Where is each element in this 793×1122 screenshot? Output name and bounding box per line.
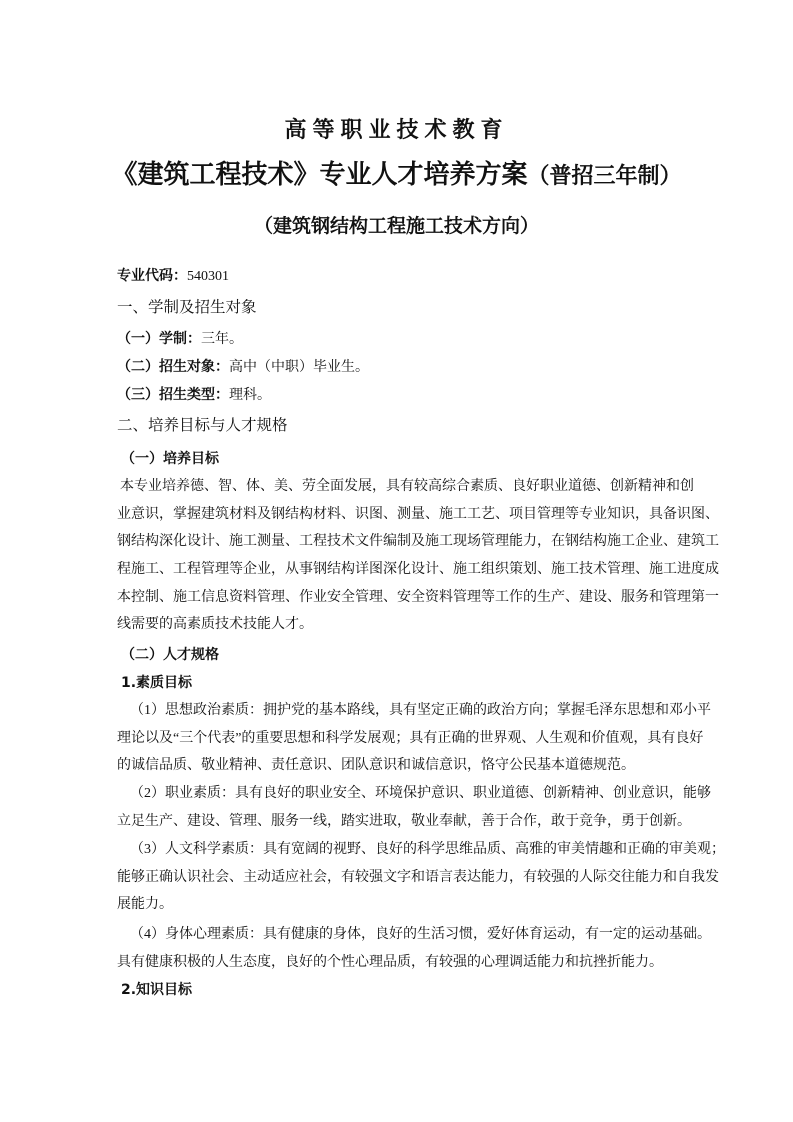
quality-paragraph-4: [117, 925, 711, 980]
paragraph-line: 业意识，掌握建筑材料及钢结构材料、识图、测量、施工工艺、项目管理等专业知识，具备识图、: [117, 506, 719, 522]
paragraph-line: 展能力。: [117, 897, 173, 913]
document-title-line1: 高等职业技术教育: [284, 118, 509, 143]
section2-heading: 二、培养目标与人才规格: [117, 416, 288, 434]
major-code: [117, 266, 229, 287]
knowledge-goal-heading: 2.知识目标: [121, 982, 193, 998]
training-goal-heading: （一）培养目标: [121, 451, 219, 467]
paragraph-line: 程施工、工程管理等企业，从事钢结构详图深化设计、施工组织策划、施工技术管理、施工进度成: [117, 562, 719, 578]
quality-paragraph-1: [117, 701, 711, 784]
talent-spec-heading: （二）人才规格: [121, 647, 219, 663]
paragraph-line: 本控制、施工信息资料管理、作业安全管理、安全资料管理等工作的生产、建设、服务和管理第一: [117, 589, 719, 605]
item-label: （二）招生对象：: [117, 359, 229, 375]
item-label: （一）学制：: [117, 331, 201, 347]
item-value: 理科。: [229, 388, 271, 403]
item-label: （三）招生类型：: [117, 387, 229, 403]
title-main: 《建筑工程技术》专业人才培养方案: [111, 160, 528, 190]
section1-item-type: [117, 385, 271, 406]
section1-item-target: [117, 357, 369, 378]
paragraph-line: 立足生产、建设、管理、服务一线，踏实进取，敬业奉献，善于合作，敢于竞争，勇于创新。: [117, 813, 691, 829]
paragraph-line: 钢结构深化设计、施工测量、工程技术文件编制及施工现场管理能力，在钢结构施工企业、建筑工: [117, 534, 719, 550]
section1-item-duration: [117, 329, 243, 350]
paragraph-line: 的诚信品质、敬业精神、责任意识、团队意识和诚信意识，恪守公民基本道德规范。: [117, 758, 635, 774]
paragraph-line: 理论以及“三个代表”的重要思想和科学发展观；具有正确的世界观、人生观和价值观，具有良好: [117, 730, 704, 746]
paragraph-line: （4）身体心理素质：具有健康的身体，良好的生活习惯，爱好体育运动，有一定的运动基础。: [130, 927, 711, 942]
document-subtitle: （建筑钢结构工程施工技术方向）: [253, 215, 539, 237]
paragraph-line: （1）思想政治素质：拥护党的基本路线，具有坚定正确的政治方向；掌握毛泽东思想和邓小平: [130, 703, 711, 718]
paragraph-line: （3）人文科学素质：具有宽阔的视野、良好的科学思维品质、高雅的审美情趣和正确的审美观；: [130, 842, 725, 857]
paragraph-line: 线需要的高素质技术技能人才。: [117, 617, 313, 633]
major-code-value: 540301: [187, 269, 229, 284]
item-value: 高中（中职）毕业生。: [229, 360, 369, 375]
title-suffix: （普招三年制）: [527, 164, 682, 189]
paragraph-line: 能够正确认识社会、主动适应社会，有较强文字和语言表达能力，有较强的人际交往能力和自我发: [117, 869, 719, 885]
quality-goal-heading: 1.素质目标: [121, 675, 193, 691]
major-code-label: 专业代码：: [117, 268, 187, 284]
item-value: 三年。: [201, 332, 243, 347]
paragraph-line: 本专业培养德、智、体、美、劳全面发展，具有较高综合素质、良好职业道德、创新精神和创: [120, 479, 694, 494]
paragraph-line: 具有健康积极的人生态度，良好的个性心理品质，有较强的心理调适能力和抗挫折能力。: [117, 954, 663, 970]
section1-heading: 一、学制及招生对象: [117, 298, 257, 316]
quality-paragraph-3: [117, 840, 725, 923]
document-title-line2: [0, 154, 793, 191]
training-goal-paragraph: [117, 477, 719, 643]
paragraph-line: （2）职业素质：具有良好的职业安全、环境保护意识、职业道德、创新精神、创业意识，能够: [130, 786, 711, 801]
quality-paragraph-2: [117, 784, 711, 839]
